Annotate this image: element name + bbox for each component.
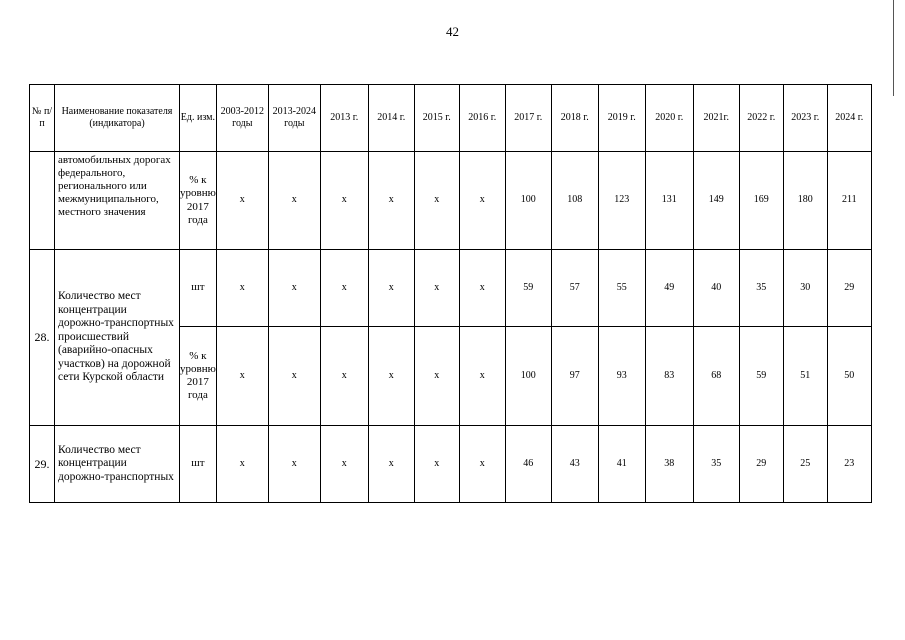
value-cell: 29 (827, 250, 871, 327)
header-year: 2021г. (693, 85, 739, 152)
value-cell: 49 (645, 250, 693, 327)
header-year: 2014 г. (368, 85, 414, 152)
value-cell: x (368, 152, 414, 250)
value-cell: 180 (783, 152, 827, 250)
table-header-row (30, 85, 872, 152)
value-cell: x (216, 426, 268, 503)
value-cell: 25 (783, 426, 827, 503)
value-cell: 169 (739, 152, 783, 250)
table-row (30, 426, 872, 503)
header-num: № п/п (30, 85, 55, 152)
value-cell: 93 (598, 327, 645, 426)
value-cell: x (368, 327, 414, 426)
header-period-2003-2012: 2003-2012 годы (216, 85, 268, 152)
value-cell: x (268, 152, 320, 250)
value-cell: x (216, 152, 268, 250)
header-year: 2023 г. (783, 85, 827, 152)
page-number: 42 (446, 24, 459, 39)
value-cell: 35 (693, 426, 739, 503)
value-cell: 59 (739, 327, 783, 426)
value-cell: x (459, 327, 505, 426)
value-cell: 40 (693, 250, 739, 327)
value-cell: 211 (827, 152, 871, 250)
value-cell: x (320, 426, 368, 503)
value-cell: x (216, 327, 268, 426)
value-cell: 57 (551, 250, 598, 327)
table-row (30, 250, 872, 327)
value-cell: 123 (598, 152, 645, 250)
value-cell: 100 (505, 152, 551, 250)
value-cell: 38 (645, 426, 693, 503)
header-year: 2015 г. (414, 85, 459, 152)
unit-cell: шт (180, 250, 217, 327)
header-year: 2024 г. (827, 85, 871, 152)
value-cell: 41 (598, 426, 645, 503)
header-unit: Ед. изм. (180, 85, 217, 152)
value-cell: x (414, 327, 459, 426)
value-cell: 29 (739, 426, 783, 503)
unit-cell: % к уровню 2017 года (180, 152, 217, 250)
value-cell: 46 (505, 426, 551, 503)
value-cell: x (320, 152, 368, 250)
value-cell: x (268, 250, 320, 327)
value-cell: 50 (827, 327, 871, 426)
value-cell: x (459, 152, 505, 250)
value-cell: x (459, 250, 505, 327)
value-cell: x (368, 250, 414, 327)
row-number: 29. (30, 426, 55, 503)
value-cell: 108 (551, 152, 598, 250)
header-year: 2013 г. (320, 85, 368, 152)
value-cell: 23 (827, 426, 871, 503)
row-number: 28. (30, 250, 55, 426)
indicators-table (29, 84, 872, 503)
value-cell: 59 (505, 250, 551, 327)
table-row (30, 152, 872, 250)
value-cell: 30 (783, 250, 827, 327)
value-cell: x (414, 250, 459, 327)
value-cell: 35 (739, 250, 783, 327)
value-cell: 131 (645, 152, 693, 250)
page-edge-line (893, 0, 894, 96)
value-cell: x (320, 250, 368, 327)
value-cell: 83 (645, 327, 693, 426)
header-year: 2019 г. (598, 85, 645, 152)
unit-cell: шт (180, 426, 217, 503)
header-year: 2020 г. (645, 85, 693, 152)
unit-cell: % к уровню 2017 года (180, 327, 217, 426)
value-cell: x (414, 426, 459, 503)
row-number (30, 152, 55, 250)
value-cell: x (368, 426, 414, 503)
value-cell: 51 (783, 327, 827, 426)
indicator-name: Количество мест концентрации дорожно-транспортных (55, 426, 180, 503)
header-year: 2018 г. (551, 85, 598, 152)
indicator-name: Количество мест концентрации дорожно-транспортных происшествий (аварийно-опасных участков) на дорожной сети Курской области (55, 250, 180, 426)
value-cell: x (268, 426, 320, 503)
header-period-2013-2024: 2013-2024 годы (268, 85, 320, 152)
value-cell: x (216, 250, 268, 327)
value-cell: x (320, 327, 368, 426)
value-cell: 68 (693, 327, 739, 426)
value-cell: x (414, 152, 459, 250)
value-cell: 97 (551, 327, 598, 426)
header-year: 2016 г. (459, 85, 505, 152)
value-cell: 43 (551, 426, 598, 503)
indicator-name: автомобильных дорогах федерального, регионального или межмуниципального, местного значения (55, 152, 180, 250)
value-cell: x (268, 327, 320, 426)
value-cell: 100 (505, 327, 551, 426)
value-cell: 149 (693, 152, 739, 250)
value-cell: 55 (598, 250, 645, 327)
header-year: 2017 г. (505, 85, 551, 152)
header-name: Наименование показателя (индикатора) (55, 85, 180, 152)
header-year: 2022 г. (739, 85, 783, 152)
value-cell: x (459, 426, 505, 503)
